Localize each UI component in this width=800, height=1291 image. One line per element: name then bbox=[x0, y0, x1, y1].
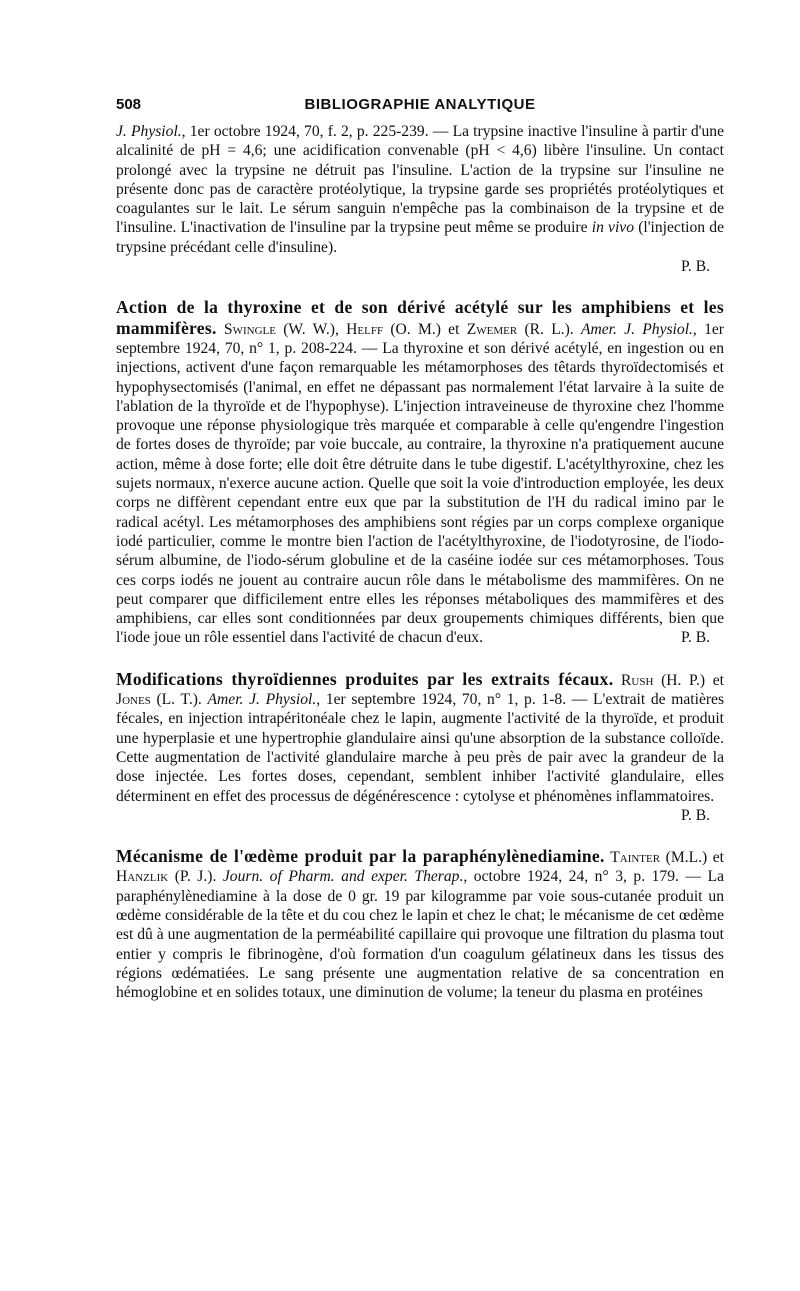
abstract-text: La trypsine inactive l'insuline à partir d'une alcalinité de pH = 4,6; une acidification convenable (pH < 4,6) libère l'insuline. Un contact prolongé avec la trypsine ne détruit pas l'insuline. L'action de la trypsine sur l'insuline ne présente donc pas de caractère protéolytique, la trypsine garde ses propriétés protéolytiques et coagulantes sur le lait. Le sérum sanguin n'empêche pas la combinaison de la trypsine et de l'insuline. L'inactivation de l'insuline par la trypsine peut même se produire bbox=[116, 123, 725, 237]
citation-details: , 1er septembre 1924, 70, n° 1, p. 208-224. — bbox=[116, 320, 724, 357]
entry-thyroxine bbox=[116, 298, 724, 647]
abstract-text: La paraphénylènediamine à la dose de 0 gr. 19 par kilogramme par voie sous-cutanée produit un œdème considérable de la tête et du cou chez le lapin et chez le chat; le mécanisme de cet œdème est dû à une augmentation de la perméabilité capillaire qui provoque une filtration du plasma tout entier y compris le fibrinogène, d'où formation d'un coagulum gélatineux dans les tissus des régions œdématiées. Le sang présente une augmentation relative de sa concentration en hémoglobine et en solides totaux, une diminution de volume; la teneur du plasma en protéines bbox=[116, 868, 725, 1002]
entry-title: Mécanisme de l'œdème produit par la paraphénylènediamine. bbox=[116, 846, 605, 867]
citation-details: , 1er octobre 1924, 70, f. 2, p. 225-239. — bbox=[181, 123, 449, 140]
author-name: Rush bbox=[621, 671, 654, 689]
journal-name: Journ. of Pharm. and exper. Therap. bbox=[222, 868, 464, 886]
entry-title: Action de la thyroxine et de son dérivé acétylé sur les amphibiens et les mammifères. bbox=[116, 297, 724, 338]
abstract-initials: P. B. bbox=[680, 258, 710, 276]
author-name: Hanzlik bbox=[116, 868, 169, 886]
entry-body bbox=[116, 298, 724, 647]
document-page bbox=[116, 96, 724, 1002]
author-name: Helff bbox=[346, 320, 384, 338]
entry-fecal-extracts bbox=[116, 670, 724, 825]
entry-body bbox=[116, 668, 725, 824]
citation-details: , octobre 1924, 24, n° 3, p. 179. — bbox=[463, 868, 702, 886]
citation-details: , 1er septembre 1924, 70, n° 1, p. 1-8. — bbox=[316, 691, 588, 709]
author-initials: (P. J.). bbox=[174, 868, 217, 886]
abstract-text: L'extrait de matières fécales, en injection intrapéritonéale chez le lapin, augmente l'activité de la thyroïde, et produit une hyperplasie et une hypertrophie glandulaire ainsi qu'une absorption de la substance colloïde. Cette augmentation de l'activité glandulaire marche à peu près de pair avec la grandeur de la dose injectée. Les fortes doses, cependant, semblent inhiber l'activité glandulaire, elles déterminent en effet des processus de dégénérescence : cytolyse et phénomènes inflammatoires. bbox=[116, 691, 725, 805]
latin-term: in vivo bbox=[591, 219, 635, 237]
author-name: Tainter bbox=[610, 849, 661, 867]
journal-name: Amer. J. Physiol. bbox=[207, 691, 317, 709]
journal-name: J. Physiol. bbox=[116, 123, 182, 140]
author-initials: (W. W.), bbox=[283, 320, 339, 338]
author-name: Swingle bbox=[223, 320, 276, 338]
entry-body bbox=[116, 847, 724, 1002]
running-title: BIBLIOGRAPHIE ANALYTIQUE bbox=[304, 96, 536, 113]
entry-title: Modifications thyroïdiennes produites par les extraits fécaux. bbox=[116, 668, 614, 689]
journal-name: Amer. J. Physiol. bbox=[580, 320, 693, 338]
author-initials: (H. P.) et bbox=[661, 671, 724, 689]
page-number: 508 bbox=[116, 96, 142, 113]
entry-insulin-trypsin bbox=[116, 122, 724, 276]
author-initials: (L. T.). bbox=[156, 691, 202, 709]
author-name: Zwemer bbox=[466, 320, 518, 338]
abstract-text-end: (l'injection de trypsine précédant celle d'insuline). bbox=[116, 219, 724, 256]
abstract-initials: P. B. bbox=[680, 629, 710, 647]
abstract-text: La thyroxine et son dérivé acétylé, en ingestion ou en injections, activent d'une façon remarquable les métamorphoses des têtards thyroïdectomisés et hypophysectomisés (l'animal, en effet ne dépassant pas normalement l'état larvaire à la suite de l'ablation de la thyroïde et de l'hypophyse). L'injection intraveineuse de thyroxine chez l'homme provoque une réponse physiologique très marquée et comparable à celle qu'engendre l'ingestion de fortes doses de thyroïde; par voie buccale, au contraire, la thyroxine n'a pratiquement aucune action, même à dose forte; elle doit être détruite dans le tube digestif. L'acétylthyroxine, chez les sujets normaux, n'exerce aucune action. Quelle que soit la voie d'introduction employée, les deux corps ne diffèrent cependant entre eux que par la substitution de l'H du radical imino par le radical acétyl. Les métamorphoses des amphibiens sont régies par un corps complexe organique iodé particulier, comme le montre bien l'action de l'acétylthyroxine, de l'iodotyrosine, de l'iodo-sérum albumine, de l'iodo-sérum globuline et de la caséine iodée sur ces métamorphoses. Tous ces corps iodés ne jouent au contraire aucun rôle dans le métabolisme des mammifères. On ne peut comparer que difficilement entre elles les réponses métaboliques des mammifères et des amphibiens, car elles sont conditionnées par deux groupements chimiques différents, bien que l'iode joue un rôle essentiel dans l'activité de chacun d'eux. bbox=[116, 339, 724, 647]
entry-edema bbox=[116, 847, 724, 1002]
entry-body bbox=[116, 122, 724, 257]
author-initials: (O. M.) et bbox=[390, 320, 460, 338]
author-name: Jones bbox=[116, 691, 151, 709]
author-initials: (R. L.). bbox=[524, 320, 574, 338]
running-head bbox=[116, 96, 724, 120]
abstract-initials: P. B. bbox=[680, 806, 710, 824]
author-initials: (M.L.) et bbox=[665, 849, 725, 867]
